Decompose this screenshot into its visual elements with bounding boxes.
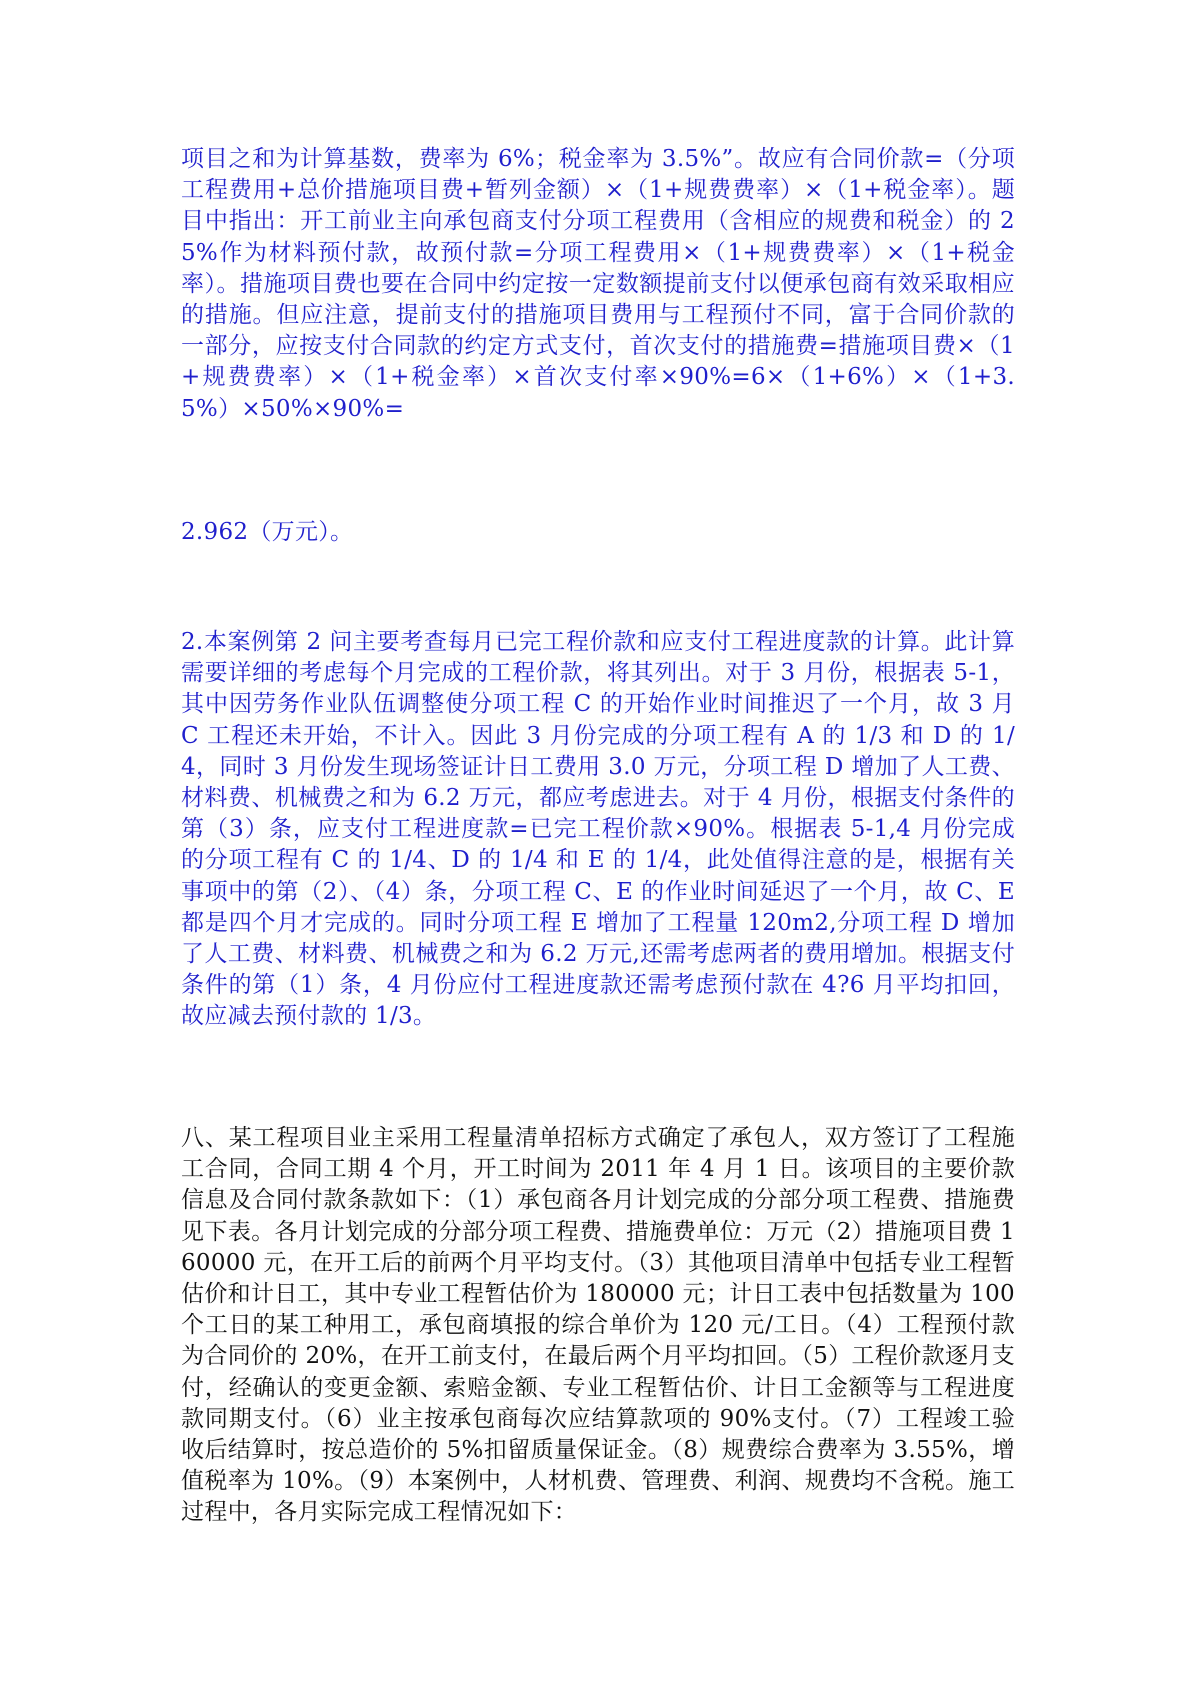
explanation-paragraph-1: 项目之和为计算基数，费率为 6%；税金率为 3.5%”。故应有合同价款=（分项工程费用+总价措施项目费+暂列金额）×（1+规费费率）×（1+税金率）。题目中指出：开工前业主向承包商支付分项工程费用（含相应的规费和税金）的 25%作为材料预付款，故预付款=分项工程费用×（1+规费费率）×（1+税金率）。措施项目费也要在合同中约定按一定数额提前支付以便承包商有效采取相应的措施。但应注意，提前支付的措施项目费用与工程预付不同，富于合同价款的一部分，应按支付合同款的约定方式支付，首次支付的措施费=措施项目费×（1+规费费率）×（1+税金率）×首次支付率×90%=6×（1+6%）×（1+3.5%）×50%×90%= [181,146,1015,422]
explanation-paragraph-2: 2.本案例第 2 问主要考查每月已完工程价款和应支付工程进度款的计算。此计算需要详细的考虑每个月完成的工程价款，将其列出。对于 3 月份，根据表 5-1，其中因劳务作业队伍调整使分项工程 C 的开始作业时间推迟了一个月，故 3 月 C 工程还未开始，不计入。因此 3 月份完成的分项工程有 A 的 1/3 和 D 的 1/4，同时 3 月份发生现场签证计日工费用 3.0 万元，分项工程 D 增加了人工费、材料费、机械费之和为 6.2 万元，都应考虑进去。对于 4 月份，根据支付条件的第（3）条，应支付工程进度款=已完工程价款×90%。根据表 5-1,4 月份完成的分项工程有 C 的 1/4、D 的 1/4 和 E 的 1/4，此处值得注意的是，根据有关事项中的第（2）、（4）条，分项工程 C、E 的作业时间延迟了一个月，故 C、E 都是四个月才完成的。同时分项工程 E 增加了工程量 120m2,分项工程 D 增加了人工费、材料费、机械费之和为 6.2 万元,还需考虑两者的费用增加。根据支付条件的第（1）条，4 月份应付工程进度款还需考虑预付款在 4?6 月平均扣回，故应减去预付款的 1/3。 [181,629,1023,1030]
result-paragraph: 2.962（万元）。 [181,519,354,545]
question-8-paragraph: 八、某工程项目业主采用工程量清单招标方式确定了承包人，双方签订了工程施工合同，合同工期 4 个月，开工时间为 2011 年 4 月 1 日。该项目的主要价款信息及合同付款条款如下：（1）承包商各月计划完成的分部分项工程费、措施费见下表。各月计划完成的分部分项工程费、措施费单位：万元（2）措施项目费 160000 元，在开工后的前两个月平均支付。（3）其他项目清单中包括专业工程暂估价和计日工，其中专业工程暂估价为 180000 元；计日工表中包括数量为 100 个工日的某工种用工，承包商填报的综合单价为 120 元/工日。（4）工程预付款为合同价的 20%，在开工前支付，在最后两个月平均扣回。（5）工程价款逐月支付，经确认的变更金额、索赔金额、专业工程暂估价、计日工金额等与工程进度款同期支付。（6）业主按承包商每次应结算款项的 90%支付。（7）工程竣工验收后结算时，按总造价的 5%扣留质量保证金。（8）规费综合费率为 3.55%，增值税率为 10%。（9）本案例中，人材机费、管理费、利润、规费均不含税。施工过程中，各月实际完成工程情况如下： [181,1125,1023,1526]
